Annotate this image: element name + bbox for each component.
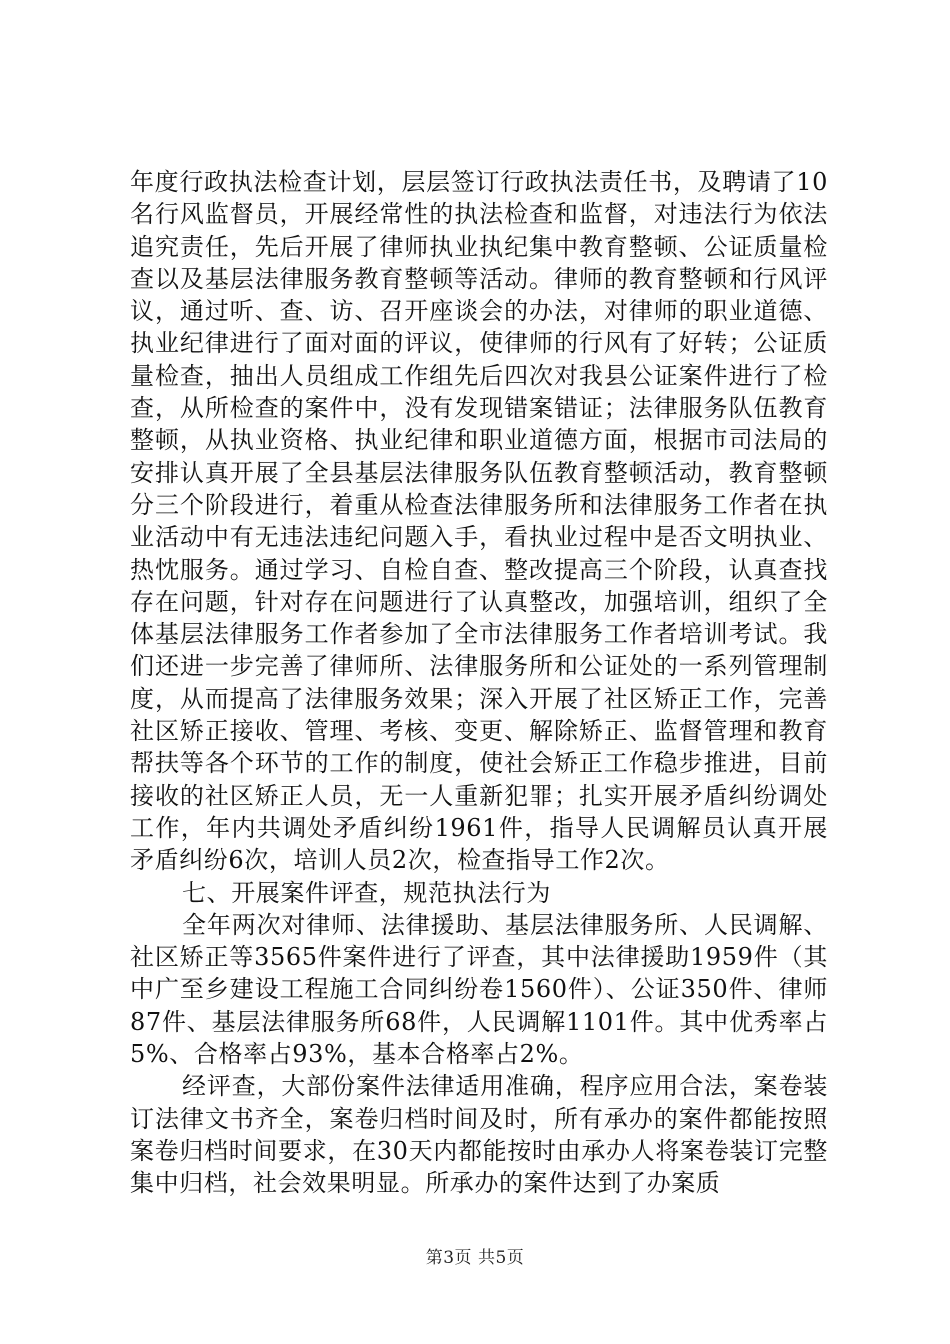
section-heading: 七、开展案件评查，规范执法行为 — [182, 878, 551, 907]
document-body — [130, 166, 828, 1200]
paragraph-review-result: 经评查，大部份案件法律适用准确，程序应用合法，案卷装订法律文书齐全，案卷归档时间及时，所有承办的案件都能按照案卷归档时间要求，在30天内都能按时由承办人将案卷装订完整集中归档，社会效果明显。所承办的案件达到了办案质 — [130, 1072, 828, 1198]
paragraph-continued: 年度行政执法检查计划，层层签订行政执法责任书，及聘请了10名行风监督员，开展经常性的执法检查和监督，对违法行为依法追究责任，先后开展了律师执业执纪集中教育整顿、公证质量检查以及基层法律服务教育整顿等活动。律师的教育整顿和行风评议，通过听、查、访、召开座谈会的办法，对律师的职业道德、执业纪律进行了面对面的评议，使律师的行风有了好转；公证质量检查，抽出人员组成工作组先后四次对我县公证案件进行了检查，从所检查的案件中，没有发现错案错证；法律服务队伍教育整顿，从执业资格、执业纪律和职业道德方面，根据市司法局的安排认真开展了全县基层法律服务队伍教育整顿活动，教育整顿分三个阶段进行，着重从检查法律服务所和法律服务工作者在执业活动中有无违法违纪问题入手，看执业过程中是否文明执业、热忱服务。通过学习、自检自查、整改提高三个阶段，认真查找存在问题，针对存在问题进行了认真整改，加强培训，组织了全体基层法律服务工作者参加了全市法律服务工作者培训考试。我们还进一步完善了律师所、法律服务所和公证处的一系列管理制度，从而提高了法律服务效果；深入开展了社区矫正工作，完善社区矫正接收、管理、考核、变更、解除矫正、监督管理和教育帮扶等各个环节的工作的制度，使社会矫正工作稳步推进，目前接收的社区矫正人员，无一人重新犯罪；扎实开展矛盾纠纷调处工作，年内共调处矛盾纠纷1961件，指导人民调解员认真开展矛盾纠纷6次，培训人员2次，检查指导工作2次。 — [130, 168, 828, 875]
paragraph-case-review: 全年两次对律师、法律援助、基层法律服务所、人民调解、社区矫正等3565件案件进行了评查，其中法律援助1959件（其中广至乡建设工程施工合同纠纷卷1560件）、公证350件、律师87件、基层法律服务所68件，人民调解1101件。其中优秀率占5%、合格率占93%，基本合格率占2%。 — [130, 910, 828, 1069]
page-footer: 第3页 共5页 — [425, 1248, 525, 1268]
